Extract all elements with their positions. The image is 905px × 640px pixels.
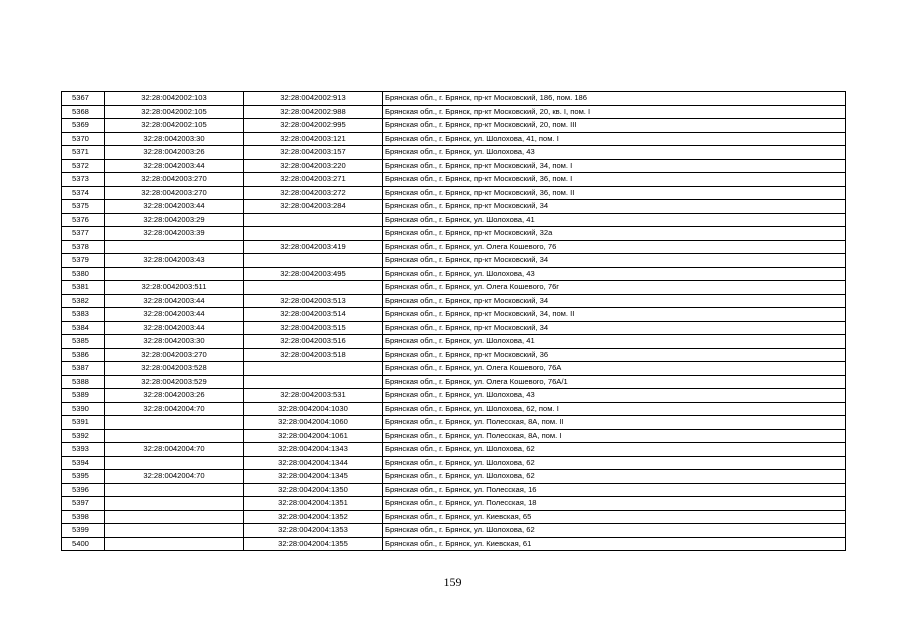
row-number-cell: 5385 (62, 335, 105, 349)
parcel-cadastral-number-cell: 32:28:0042003:43 (105, 254, 244, 268)
address-cell: Брянская обл., г. Брянск, ул. Шолохова, 41, пом. I (383, 132, 846, 146)
address-cell: Брянская обл., г. Брянск, ул. Олега Кошевого, 76г (383, 281, 846, 295)
parcel-cadastral-number-cell: 32:28:0042003:511 (105, 281, 244, 295)
row-number-cell: 5375 (62, 200, 105, 214)
row-number-cell: 5388 (62, 375, 105, 389)
address-cell: Брянская обл., г. Брянск, ул. Шолохова, 43 (383, 389, 846, 403)
address-cell: Брянская обл., г. Брянск, ул. Шолохова, 41 (383, 335, 846, 349)
row-number-cell: 5373 (62, 173, 105, 187)
building-cadastral-number-cell: 32:28:0042004:1352 (244, 510, 383, 524)
table-row (62, 497, 846, 511)
parcel-cadastral-number-cell: 32:28:0042002:103 (105, 92, 244, 106)
building-cadastral-number-cell: 32:28:0042004:1353 (244, 524, 383, 538)
row-number-cell: 5391 (62, 416, 105, 430)
table-row (62, 119, 846, 133)
row-number-cell: 5377 (62, 227, 105, 241)
parcel-cadastral-number-cell: 32:28:0042004:70 (105, 470, 244, 484)
address-cell: Брянская обл., г. Брянск, ул. Шолохова, 62 (383, 443, 846, 457)
row-number-cell: 5379 (62, 254, 105, 268)
building-cadastral-number-cell (244, 281, 383, 295)
row-number-cell: 5396 (62, 483, 105, 497)
parcel-cadastral-number-cell (105, 524, 244, 538)
table-row (62, 227, 846, 241)
address-cell: Брянская обл., г. Брянск, пр-кт Московский, 34 (383, 294, 846, 308)
row-number-cell: 5399 (62, 524, 105, 538)
row-number-cell: 5390 (62, 402, 105, 416)
building-cadastral-number-cell: 32:28:0042002:988 (244, 105, 383, 119)
building-cadastral-number-cell: 32:28:0042002:995 (244, 119, 383, 133)
building-cadastral-number-cell: 32:28:0042003:272 (244, 186, 383, 200)
table-row (62, 159, 846, 173)
address-cell: Брянская обл., г. Брянск, ул. Полесская, 8А, пом. I (383, 429, 846, 443)
address-cell: Брянская обл., г. Брянск, ул. Шолохова, 43 (383, 267, 846, 281)
table-row (62, 429, 846, 443)
address-cell: Брянская обл., г. Брянск, ул. Киевская, 61 (383, 537, 846, 551)
table-row (62, 402, 846, 416)
parcel-cadastral-number-cell (105, 456, 244, 470)
row-number-cell: 5386 (62, 348, 105, 362)
row-number-cell: 5374 (62, 186, 105, 200)
row-number-cell: 5370 (62, 132, 105, 146)
building-cadastral-number-cell: 32:28:0042003:495 (244, 267, 383, 281)
building-cadastral-number-cell: 32:28:0042004:1060 (244, 416, 383, 430)
parcel-cadastral-number-cell (105, 510, 244, 524)
row-number-cell: 5393 (62, 443, 105, 457)
parcel-cadastral-number-cell: 32:28:0042004:70 (105, 402, 244, 416)
address-cell: Брянская обл., г. Брянск, ул. Олега Кошевого, 76А (383, 362, 846, 376)
building-cadastral-number-cell: 32:28:0042004:1344 (244, 456, 383, 470)
building-cadastral-number-cell: 32:28:0042003:514 (244, 308, 383, 322)
table-row (62, 186, 846, 200)
address-cell: Брянская обл., г. Брянск, ул. Полесская, 8А, пом. II (383, 416, 846, 430)
building-cadastral-number-cell (244, 213, 383, 227)
row-number-cell: 5371 (62, 146, 105, 160)
table-row (62, 348, 846, 362)
row-number-cell: 5380 (62, 267, 105, 281)
row-number-cell: 5387 (62, 362, 105, 376)
parcel-cadastral-number-cell: 32:28:0042003:270 (105, 173, 244, 187)
table-row (62, 294, 846, 308)
parcel-cadastral-number-cell: 32:28:0042003:529 (105, 375, 244, 389)
address-cell: Брянская обл., г. Брянск, ул. Шолохова, 62 (383, 524, 846, 538)
parcel-cadastral-number-cell: 32:28:0042003:44 (105, 200, 244, 214)
table-row (62, 308, 846, 322)
table-row (62, 146, 846, 160)
parcel-cadastral-number-cell: 32:28:0042003:44 (105, 159, 244, 173)
address-cell: Брянская обл., г. Брянск, ул. Олега Кошевого, 76А/1 (383, 375, 846, 389)
parcel-cadastral-number-cell: 32:28:0042003:39 (105, 227, 244, 241)
table-row (62, 335, 846, 349)
table-row (62, 281, 846, 295)
row-number-cell: 5378 (62, 240, 105, 254)
address-cell: Брянская обл., г. Брянск, ул. Шолохова, 62 (383, 470, 846, 484)
parcel-cadastral-number-cell: 32:28:0042003:44 (105, 321, 244, 335)
row-number-cell: 5400 (62, 537, 105, 551)
row-number-cell: 5369 (62, 119, 105, 133)
table-row (62, 132, 846, 146)
parcel-cadastral-number-cell (105, 416, 244, 430)
table-row (62, 537, 846, 551)
address-cell: Брянская обл., г. Брянск, пр-кт Московский, 36, пом. I (383, 173, 846, 187)
row-number-cell: 5398 (62, 510, 105, 524)
row-number-cell: 5368 (62, 105, 105, 119)
row-number-cell: 5392 (62, 429, 105, 443)
table-row (62, 524, 846, 538)
parcel-cadastral-number-cell: 32:28:0042003:44 (105, 294, 244, 308)
table-row (62, 105, 846, 119)
table-row (62, 92, 846, 106)
building-cadastral-number-cell: 32:28:0042003:284 (244, 200, 383, 214)
table-row (62, 213, 846, 227)
parcel-cadastral-number-cell: 32:28:0042003:30 (105, 335, 244, 349)
building-cadastral-number-cell: 32:28:0042003:419 (244, 240, 383, 254)
building-cadastral-number-cell: 32:28:0042002:913 (244, 92, 383, 106)
parcel-cadastral-number-cell: 32:28:0042003:29 (105, 213, 244, 227)
address-cell: Брянская обл., г. Брянск, ул. Шолохова, 43 (383, 146, 846, 160)
table-row (62, 267, 846, 281)
parcel-cadastral-number-cell: 32:28:0042004:70 (105, 443, 244, 457)
table-row (62, 173, 846, 187)
address-cell: Брянская обл., г. Брянск, ул. Олега Кошевого, 76 (383, 240, 846, 254)
table-row (62, 483, 846, 497)
row-number-cell: 5384 (62, 321, 105, 335)
row-number-cell: 5383 (62, 308, 105, 322)
table-row (62, 510, 846, 524)
parcel-cadastral-number-cell (105, 429, 244, 443)
building-cadastral-number-cell: 32:28:0042003:516 (244, 335, 383, 349)
address-cell: Брянская обл., г. Брянск, ул. Шолохова, 62, пом. I (383, 402, 846, 416)
parcel-cadastral-number-cell (105, 537, 244, 551)
table-row (62, 240, 846, 254)
building-cadastral-number-cell (244, 254, 383, 268)
building-cadastral-number-cell: 32:28:0042004:1343 (244, 443, 383, 457)
address-cell: Брянская обл., г. Брянск, ул. Полесская, 16 (383, 483, 846, 497)
address-cell: Брянская обл., г. Брянск, пр-кт Московский, 36 (383, 348, 846, 362)
table-row (62, 362, 846, 376)
building-cadastral-number-cell: 32:28:0042003:220 (244, 159, 383, 173)
address-cell: Брянская обл., г. Брянск, пр-кт Московский, 20, пом. III (383, 119, 846, 133)
row-number-cell: 5394 (62, 456, 105, 470)
address-cell: Брянская обл., г. Брянск, пр-кт Московский, 34, пом. II (383, 308, 846, 322)
parcel-cadastral-number-cell: 32:28:0042002:105 (105, 119, 244, 133)
building-cadastral-number-cell: 32:28:0042003:531 (244, 389, 383, 403)
building-cadastral-number-cell: 32:28:0042003:513 (244, 294, 383, 308)
address-cell: Брянская обл., г. Брянск, пр-кт Московский, 186, пом. 186 (383, 92, 846, 106)
row-number-cell: 5372 (62, 159, 105, 173)
address-cell: Брянская обл., г. Брянск, пр-кт Московский, 34 (383, 200, 846, 214)
row-number-cell: 5397 (62, 497, 105, 511)
address-cell: Брянская обл., г. Брянск, пр-кт Московский, 32а (383, 227, 846, 241)
address-cell: Брянская обл., г. Брянск, ул. Шолохова, 62 (383, 456, 846, 470)
table-row (62, 456, 846, 470)
parcel-cadastral-number-cell: 32:28:0042003:26 (105, 389, 244, 403)
table-row (62, 470, 846, 484)
parcel-cadastral-number-cell: 32:28:0042003:270 (105, 186, 244, 200)
building-cadastral-number-cell (244, 362, 383, 376)
table-row (62, 443, 846, 457)
address-cell: Брянская обл., г. Брянск, пр-кт Московский, 20, кв. I, пом. I (383, 105, 846, 119)
building-cadastral-number-cell: 32:28:0042003:515 (244, 321, 383, 335)
parcel-cadastral-number-cell: 32:28:0042002:105 (105, 105, 244, 119)
address-cell: Брянская обл., г. Брянск, ул. Полесская, 18 (383, 497, 846, 511)
row-number-cell: 5395 (62, 470, 105, 484)
address-cell: Брянская обл., г. Брянск, пр-кт Московский, 34 (383, 321, 846, 335)
row-number-cell: 5376 (62, 213, 105, 227)
row-number-cell: 5367 (62, 92, 105, 106)
parcel-cadastral-number-cell (105, 483, 244, 497)
table-row (62, 200, 846, 214)
building-cadastral-number-cell: 32:28:0042003:121 (244, 132, 383, 146)
records-table-body (62, 92, 846, 551)
parcel-cadastral-number-cell (105, 240, 244, 254)
parcel-cadastral-number-cell: 32:28:0042003:26 (105, 146, 244, 160)
building-cadastral-number-cell: 32:28:0042004:1030 (244, 402, 383, 416)
row-number-cell: 5381 (62, 281, 105, 295)
building-cadastral-number-cell: 32:28:0042003:518 (244, 348, 383, 362)
address-cell: Брянская обл., г. Брянск, ул. Шолохова, 41 (383, 213, 846, 227)
records-table (61, 91, 846, 551)
building-cadastral-number-cell: 32:28:0042004:1355 (244, 537, 383, 551)
building-cadastral-number-cell (244, 227, 383, 241)
table-row (62, 416, 846, 430)
building-cadastral-number-cell: 32:28:0042004:1345 (244, 470, 383, 484)
building-cadastral-number-cell: 32:28:0042003:271 (244, 173, 383, 187)
parcel-cadastral-number-cell (105, 497, 244, 511)
address-cell: Брянская обл., г. Брянск, пр-кт Московский, 34 (383, 254, 846, 268)
building-cadastral-number-cell: 32:28:0042003:157 (244, 146, 383, 160)
row-number-cell: 5389 (62, 389, 105, 403)
table-row (62, 254, 846, 268)
parcel-cadastral-number-cell (105, 267, 244, 281)
table-row (62, 389, 846, 403)
address-cell: Брянская обл., г. Брянск, пр-кт Московский, 36, пом. II (383, 186, 846, 200)
table-row (62, 375, 846, 389)
address-cell: Брянская обл., г. Брянск, пр-кт Московский, 34, пом. I (383, 159, 846, 173)
building-cadastral-number-cell: 32:28:0042004:1351 (244, 497, 383, 511)
building-cadastral-number-cell: 32:28:0042004:1350 (244, 483, 383, 497)
parcel-cadastral-number-cell: 32:28:0042003:528 (105, 362, 244, 376)
page-number: 159 (443, 575, 462, 589)
parcel-cadastral-number-cell: 32:28:0042003:30 (105, 132, 244, 146)
building-cadastral-number-cell: 32:28:0042004:1061 (244, 429, 383, 443)
address-cell: Брянская обл., г. Брянск, ул. Киевская, 65 (383, 510, 846, 524)
table-row (62, 321, 846, 335)
building-cadastral-number-cell (244, 375, 383, 389)
parcel-cadastral-number-cell: 32:28:0042003:44 (105, 308, 244, 322)
parcel-cadastral-number-cell: 32:28:0042003:270 (105, 348, 244, 362)
row-number-cell: 5382 (62, 294, 105, 308)
